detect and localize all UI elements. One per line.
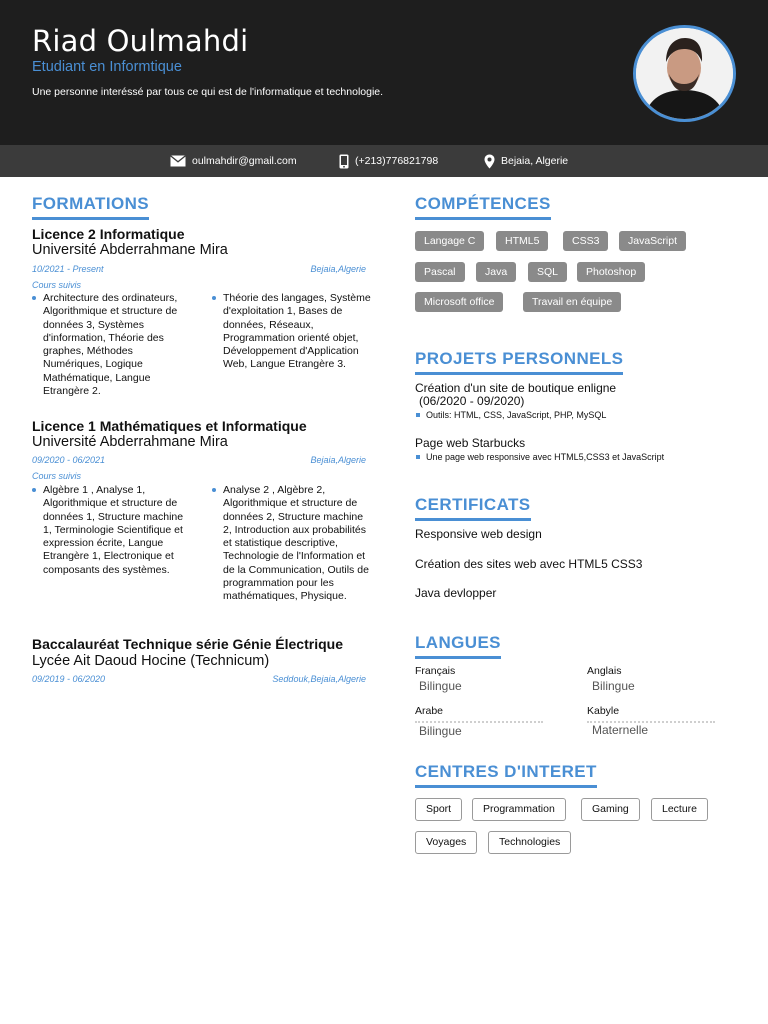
formation-1-courses-left bbox=[32, 292, 190, 398]
formation-1-degree: Licence 2 Informatique bbox=[32, 226, 185, 242]
formation-2-place: Bejaia,Algerie bbox=[310, 455, 366, 465]
langue-2-level: Bilingue bbox=[592, 679, 635, 693]
formation-2-courses-left bbox=[32, 484, 190, 577]
formation-3-dates: 09/2019 - 06/2020 bbox=[32, 674, 106, 684]
skill-badge: CSS3 bbox=[563, 231, 608, 251]
interest-badge: Voyages bbox=[415, 831, 477, 854]
formation-3-place: Seddouk,Bejaia,Algerie bbox=[272, 674, 366, 684]
contact-location bbox=[484, 145, 568, 177]
formations-title: FORMATIONS bbox=[32, 194, 149, 220]
formation-2-school: Université Abderrahmane Mira bbox=[32, 434, 228, 450]
langue-4-level: Maternelle bbox=[592, 723, 649, 737]
skill-badge: Pascal bbox=[415, 262, 465, 282]
formation-3-school: Lycée Ait Daoud Hocine (Technicum) bbox=[32, 653, 270, 669]
profile-photo-image bbox=[636, 28, 733, 119]
certificats-title: CERTIFICATS bbox=[415, 495, 531, 521]
skill-badge: Java bbox=[476, 262, 516, 282]
skill-badge: Microsoft office bbox=[415, 292, 503, 312]
interest-badge: Technologies bbox=[488, 831, 571, 854]
formation-2-degree: Licence 1 Mathématiques et Informatique bbox=[32, 418, 307, 434]
interest-badge: Sport bbox=[415, 798, 462, 821]
location-pin-icon bbox=[484, 154, 495, 169]
langues-title: LANGUES bbox=[415, 633, 501, 659]
phone-icon bbox=[339, 154, 349, 169]
list-item: Architecture des ordinateurs, Algorithmique et structure de données 3, Systèmes d'information, Théorie des graphes, Méthodes Numériques, Logique Mathématique, Langue Etrangère 2. bbox=[32, 292, 190, 398]
formation-1-place: Bejaia,Algerie bbox=[310, 264, 366, 274]
langue-1-name: Français bbox=[415, 665, 456, 677]
certificat-item: Java devlopper bbox=[415, 586, 497, 600]
contact-bar bbox=[0, 145, 768, 177]
formation-2-courses-right bbox=[212, 484, 372, 604]
skill-badge: HTML5 bbox=[496, 231, 548, 251]
projet-1-dates: (06/2020 - 09/2020) bbox=[419, 394, 525, 408]
email-text: oulmahdir@gmail.com bbox=[192, 155, 297, 167]
list-item: Analyse 2 , Algèbre 2, Algorithmique et structure de données 2, Structure machine 2, Introduction aux probabilités et statistique descriptive, Technologie de l'Information et de la Communication, Outils de programmation pour les mathématiques, Physique. bbox=[212, 484, 372, 604]
skill-badge: Langage C bbox=[415, 231, 484, 251]
skill-badge: SQL bbox=[528, 262, 567, 282]
projet-1-detail: Outils: HTML, CSS, JavaScript, PHP, MySQL bbox=[415, 410, 606, 420]
projet-2-detail: Une page web responsive avec HTML5,CSS3 et JavaScript bbox=[415, 452, 664, 462]
formation-3-degree: Baccalauréat Technique série Génie Électrique bbox=[32, 636, 343, 652]
list-item: Algèbre 1 , Analyse 1, Algorithmique et structure de données 1, Structure machine 1, Terminologie Scientifique et expression écrite, Langue Etrangère 1, Electronique et composants des systèmes. bbox=[32, 484, 190, 577]
interest-badge: Programmation bbox=[472, 798, 566, 821]
envelope-icon bbox=[170, 155, 186, 167]
projets-title: PROJETS PERSONNELS bbox=[415, 349, 623, 375]
skill-badge: JavaScript bbox=[619, 231, 686, 251]
certificat-item: Responsive web design bbox=[415, 527, 542, 541]
location-text: Bejaia, Algerie bbox=[501, 155, 569, 167]
person-tagline: Une personne interéssé par tous ce qui est de l'informatique et technologie. bbox=[32, 86, 384, 98]
langue-3-level: Bilingue bbox=[419, 724, 462, 738]
langue-2-name: Anglais bbox=[587, 665, 622, 677]
interest-badge: Gaming bbox=[581, 798, 640, 821]
list-item: Théorie des langages, Système d'exploitation 1, Bases de données, Réseaux, Programmation orienté objet, Développement d'Application Web, Langue Etrangère 3. bbox=[212, 292, 372, 372]
formation-1-school: Université Abderrahmane Mira bbox=[32, 242, 228, 258]
interets-title: CENTRES D'INTERET bbox=[415, 762, 597, 788]
langue-4-name: Kabyle bbox=[587, 705, 620, 717]
header bbox=[0, 0, 768, 145]
langue-1-level: Bilingue bbox=[419, 679, 462, 693]
formation-1-courses-label: Cours suivis bbox=[32, 280, 82, 290]
projet-1-title: Création d'un site de boutique enligne bbox=[415, 381, 617, 395]
person-role: Etudiant en Informtique bbox=[32, 59, 182, 75]
langue-3-name: Arabe bbox=[415, 705, 444, 717]
person-name: Riad Oulmahdi bbox=[32, 24, 249, 58]
formation-2-dates: 09/2020 - 06/2021 bbox=[32, 455, 106, 465]
phone-text: (+213)776821798 bbox=[355, 155, 439, 167]
contact-email[interactable] bbox=[170, 145, 297, 177]
profile-photo bbox=[633, 25, 736, 122]
skill-badge: Travail en équipe bbox=[523, 292, 621, 312]
formation-2-courses-label: Cours suivis bbox=[32, 471, 82, 481]
skill-badge: Photoshop bbox=[577, 262, 645, 282]
interest-badge: Lecture bbox=[651, 798, 708, 821]
competences-title: COMPÉTENCES bbox=[415, 194, 551, 220]
formation-1-courses-right bbox=[212, 292, 372, 372]
formation-1-dates: 10/2021 - Present bbox=[32, 264, 104, 274]
certificat-item: Création des sites web avec HTML5 CSS3 bbox=[415, 557, 643, 571]
contact-phone[interactable] bbox=[339, 145, 438, 177]
projet-2-title: Page web Starbucks bbox=[415, 436, 526, 450]
